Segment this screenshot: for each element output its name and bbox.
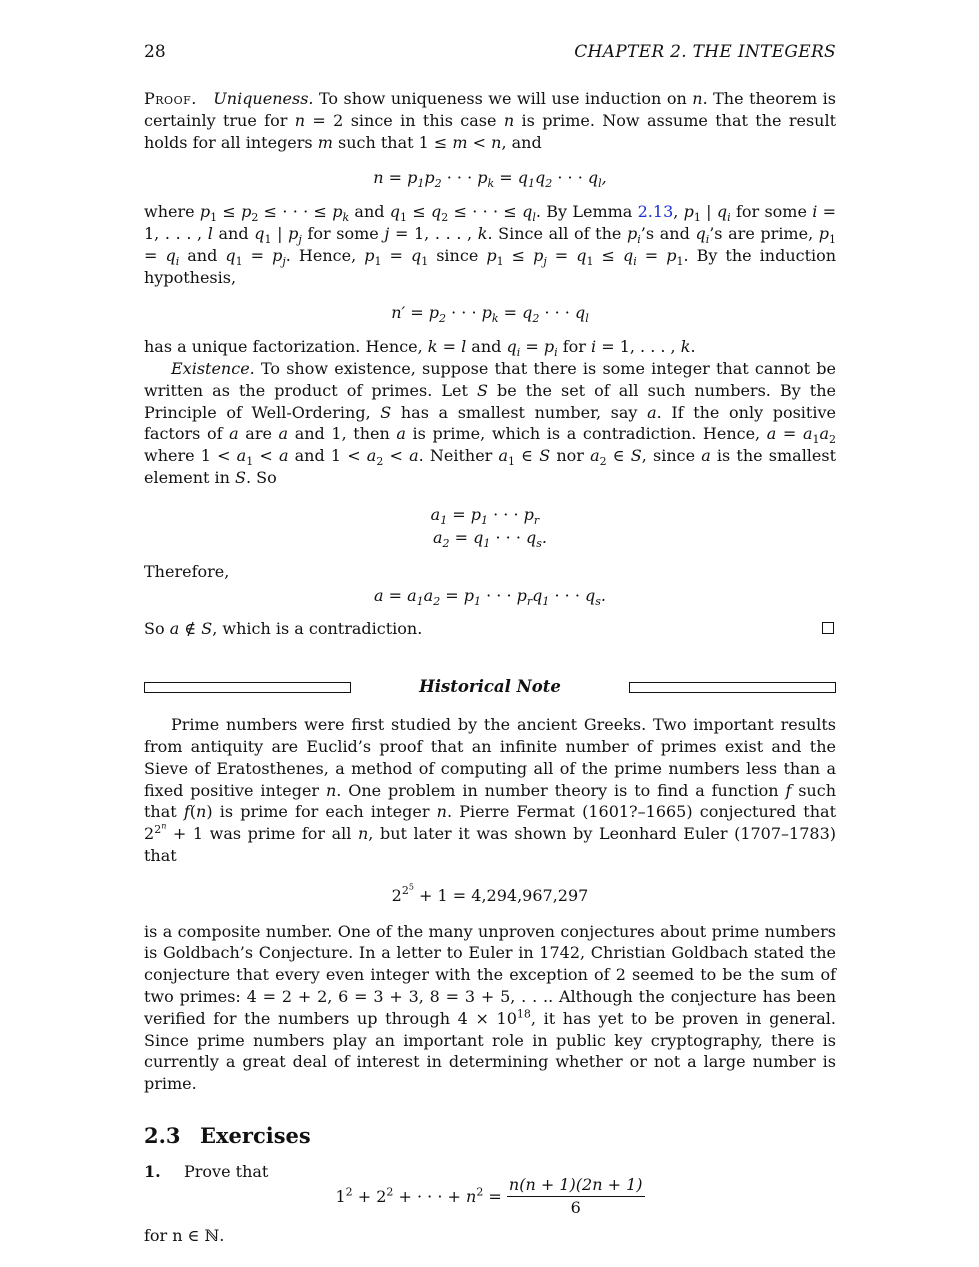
section-heading <box>144 1122 836 1148</box>
exercise-lead: Prove that <box>184 1161 269 1181</box>
historical-note-title: Historical Note <box>419 677 561 697</box>
equation-sum-squares: $1^2 + 2^2$ + · · · + $n^2$ = $\frac{n(n + 1)(2n + 1)}{6}$ <box>335 1175 643 1218</box>
page-body <box>144 88 836 1247</box>
equation-factorization: $n = p_1p_2$ · · · $p_k = q_1q_2$ · · · $q_l$, <box>373 168 607 191</box>
equation-a1-a2: $a_1 = p_1$ · · · $p_r$ $a_2 = q_1$ · · · $q_s$. <box>430 504 547 550</box>
lemma-link[interactable]: 2.13 <box>637 202 674 222</box>
running-header <box>144 42 836 64</box>
page-number: 28 <box>144 42 166 62</box>
historical-note-header <box>144 676 836 698</box>
equation-a-product: $a = a_1a_2 = p_1$ · · · $p_rq_1$ · · · $q_s$. <box>373 585 606 608</box>
section-number: 2.3 <box>144 1122 181 1148</box>
proof-label: Proof. <box>144 89 197 108</box>
proof-therefore: Therefore, <box>144 561 230 581</box>
equation-fermat: $2^{2^5} + 1 = 4,294,967,297$ <box>391 882 589 905</box>
qed-box <box>822 622 834 634</box>
existence-label: Existence. <box>171 358 255 378</box>
exercise-1-tail: for n ∈ ℕ. <box>144 1226 225 1246</box>
proof-conclusion: So a ∉ S, which is a contradiction. <box>144 618 836 640</box>
fraction: $\frac{n(n + 1)(2n + 1)}{6}$ <box>508 1175 643 1218</box>
fermat-value: 4,294,967,297 <box>471 885 589 905</box>
proof-paragraph-3: has a unique factorization. Hence, k = l and $q_i = p_i$ for i = 1, . . . , k. <box>144 337 696 360</box>
rule-right <box>629 682 836 693</box>
section-title: Exercises <box>200 1122 311 1148</box>
proof-paragraph-1: Proof. Uniqueness. To show uniqueness we will use induction on n. The theorem is certainly true for n = 2 since in this case n is prime. Now assume that the result holds for all integers m such that 1 ≤ m < n, and <box>144 89 837 152</box>
historical-paragraph-2: is a composite number. One of the many unproven conjectures about prime numbers is Goldbach’s Conjecture. In a letter to Euler in 1742, Christian Goldbach stated the conjecture that every even integer with the exception of 2 seemed to be the sum of two primes: 4 = 2 + 2, 6 = 3 + 3, 8 = 3 + 5, . . .. Although the conjecture has been verified for the numbers up through $4 \times 10^{18}$, it has yet to be proven in general. Since prime numbers play an important role in public key cryptography, there is currently a great deal of interest in determining whether or not a large number is prime. <box>144 921 836 1094</box>
proof-paragraph-existence: Existence. To show existence, suppose that there is some integer that cannot be written as the product of primes. Let S be the set of all such numbers. By the Principle of Well-Ordering, S has a smallest number, say a. If the only positive factors of a are a and 1, then a is prime, which is a contradiction. Hence, $a = a_1a_2$ where $1 < a_1 < a$ and $1 < a_2 < a$. Neither $a_1$ ∈ S nor $a_2$ ∈ S, since a is the smallest element in S. So <box>144 358 837 487</box>
historical-paragraph-1: Prime numbers were first studied by the ancient Greeks. Two important results from antiquity are Euclid’s proof that an infinite number of primes exist and the Sieve of Eratosthenes, a method of computing all of the prime numbers less than a fixed positive integer n. One problem in number theory is to find a function f such that f(n) is prime for each integer n. Pierre Fermat (1601?–1665) conjectured that $2^{2^n} + 1$ was prime for all n, but later it was shown by Leonhard Euler (1707–1783) that <box>144 715 837 865</box>
chapter-title: CHAPTER 2. THE INTEGERS <box>574 42 836 62</box>
uniqueness-label: Uniqueness. <box>213 89 314 108</box>
proof-paragraph-2: where $p_1 \le p_2$ ≤ · · · ≤ $p_k$ and $q_1 \le q_2$ ≤ · · · ≤ $q_l$. By Lemma 2.13, $p_1$ | $q_i$ for some i = 1, . . . , l and $q_1$ | $p_j$ for some j = 1, . . . , k. Since all of the $p_i’s$ and $q_i’s$ are prime, $p_1 = q_i$ and $q_1 = p_j$. Hence, $p_1 = q_1$ since $p_1 \le p_j = q_1 \le q_i = p_1$. By the induction hypothesis, <box>144 202 837 287</box>
equation-n-prime: $n' = p_2$ · · · $p_k = q_2$ · · · $q_l$ <box>391 303 589 326</box>
exercise-number: 1. <box>144 1161 161 1181</box>
